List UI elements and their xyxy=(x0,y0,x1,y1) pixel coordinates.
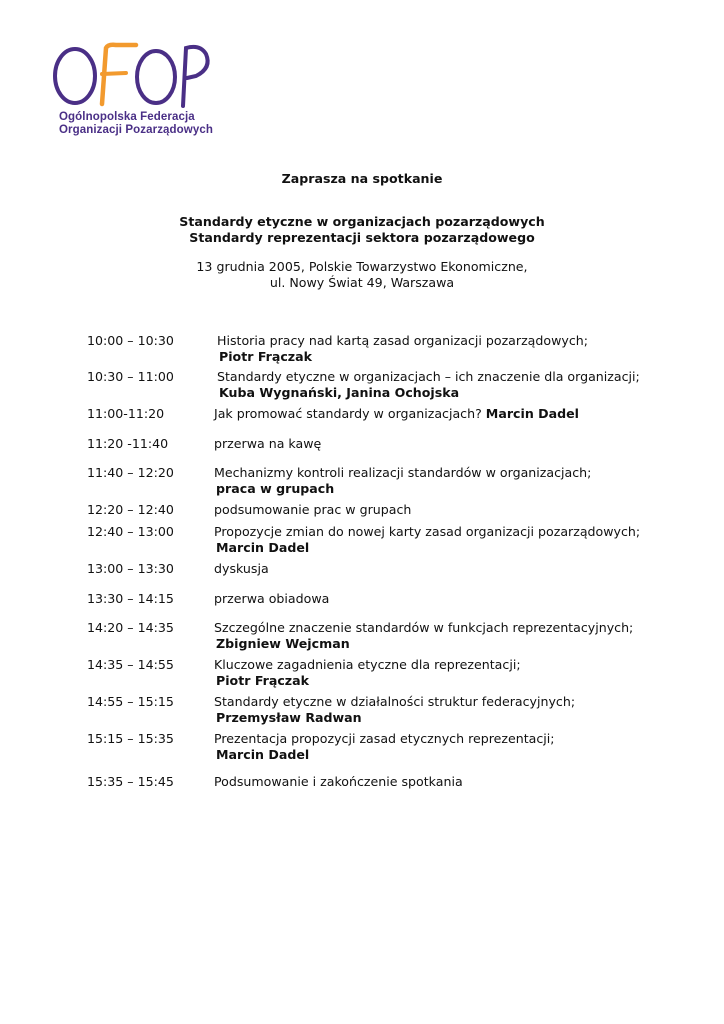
agenda-description xyxy=(214,774,694,790)
event-date-venue: 13 grudnia 2005, Polskie Towarzystwo Ekonomiczne, xyxy=(196,259,528,274)
agenda-topic: Standardy etyczne w działalności struktur federacyjnych; xyxy=(214,694,576,709)
agenda-speaker: Marcin Dadel xyxy=(216,539,310,555)
agenda-speaker: Przemysław Radwan xyxy=(216,709,362,725)
ofop-logo-mark xyxy=(50,38,215,113)
agenda-time: 13:30 – 14:15 xyxy=(87,591,174,606)
logo-line-2: Organizacji Pozarządowych xyxy=(59,124,213,136)
invitation-heading: Zaprasza na spotkanie xyxy=(281,171,443,186)
agenda-time: 12:40 – 13:00 xyxy=(87,524,174,539)
event-title-1: Standardy etyczne w organizacjach pozarządowych xyxy=(179,214,545,229)
agenda-description xyxy=(214,620,694,651)
agenda-speaker: Piotr Frączak xyxy=(216,672,309,688)
agenda-description xyxy=(214,561,694,577)
agenda-topic: Mechanizmy kontroli realizacji standardów w organizacjach; xyxy=(214,465,592,480)
agenda-topic: Historia pracy nad kartą zasad organizacji pozarządowych; xyxy=(217,333,589,348)
agenda-topic: przerwa obiadowa xyxy=(214,591,330,606)
agenda-topic: Prezentacja propozycji zasad etycznych reprezentacji; xyxy=(214,731,555,746)
agenda-topic: dyskusja xyxy=(214,561,269,576)
agenda-speaker: praca w grupach xyxy=(216,480,335,496)
agenda-description xyxy=(214,406,694,422)
agenda-time: 10:30 – 11:00 xyxy=(87,369,174,384)
agenda-speaker: Marcin Dadel xyxy=(485,406,579,421)
event-title-2: Standardy reprezentacji sektora pozarządowego xyxy=(189,230,535,245)
agenda-time: 14:35 – 14:55 xyxy=(87,657,174,672)
agenda-description xyxy=(214,731,694,762)
ofop-logo xyxy=(50,38,215,138)
agenda-topic: Szczególne znaczenie standardów w funkcjach reprezentacyjnych; xyxy=(214,620,634,635)
agenda-topic: Podsumowanie i zakończenie spotkania xyxy=(214,774,463,789)
agenda-description xyxy=(217,333,697,364)
agenda-topic: Standardy etyczne w organizacjach – ich znaczenie dla organizacji; xyxy=(217,369,640,384)
agenda-speaker: Kuba Wygnański, Janina Ochojska xyxy=(219,384,460,400)
agenda-speaker: Marcin Dadel xyxy=(216,746,310,762)
agenda-topic: Propozycje zmian do nowej karty zasad organizacji pozarządowych; xyxy=(214,524,641,539)
agenda-speaker: Piotr Frączak xyxy=(219,348,312,364)
agenda-speaker: Zbigniew Wejcman xyxy=(216,635,350,651)
agenda-time: 12:20 – 12:40 xyxy=(87,502,174,517)
agenda-topic: podsumowanie prac w grupach xyxy=(214,502,412,517)
agenda-time: 15:15 – 15:35 xyxy=(87,731,174,746)
agenda-description xyxy=(217,369,697,400)
agenda-description xyxy=(214,465,694,496)
agenda-topic: Jak promować standardy w organizacjach? xyxy=(214,406,482,421)
agenda-description xyxy=(214,502,694,518)
agenda-time: 13:00 – 13:30 xyxy=(87,561,174,576)
agenda-topic: Kluczowe zagadnienia etyczne dla reprezentacji; xyxy=(214,657,521,672)
agenda-description xyxy=(214,657,694,688)
agenda-topic: przerwa na kawę xyxy=(214,436,322,451)
agenda-time: 11:00-11:20 xyxy=(87,406,165,421)
agenda-time: 11:20 -11:40 xyxy=(87,436,169,451)
agenda-description xyxy=(214,524,694,555)
agenda-time: 14:20 – 14:35 xyxy=(87,620,174,635)
agenda-description xyxy=(214,436,694,452)
agenda-description xyxy=(214,694,694,725)
agenda-time: 10:00 – 10:30 xyxy=(87,333,174,348)
logo-line-1: Ogólnopolska Federacja xyxy=(59,111,195,123)
agenda-time: 14:55 – 15:15 xyxy=(87,694,174,709)
agenda-time: 11:40 – 12:20 xyxy=(87,465,174,480)
event-address: ul. Nowy Świat 49, Warszawa xyxy=(269,275,455,290)
agenda-description xyxy=(214,591,694,607)
agenda-time: 15:35 – 15:45 xyxy=(87,774,174,789)
